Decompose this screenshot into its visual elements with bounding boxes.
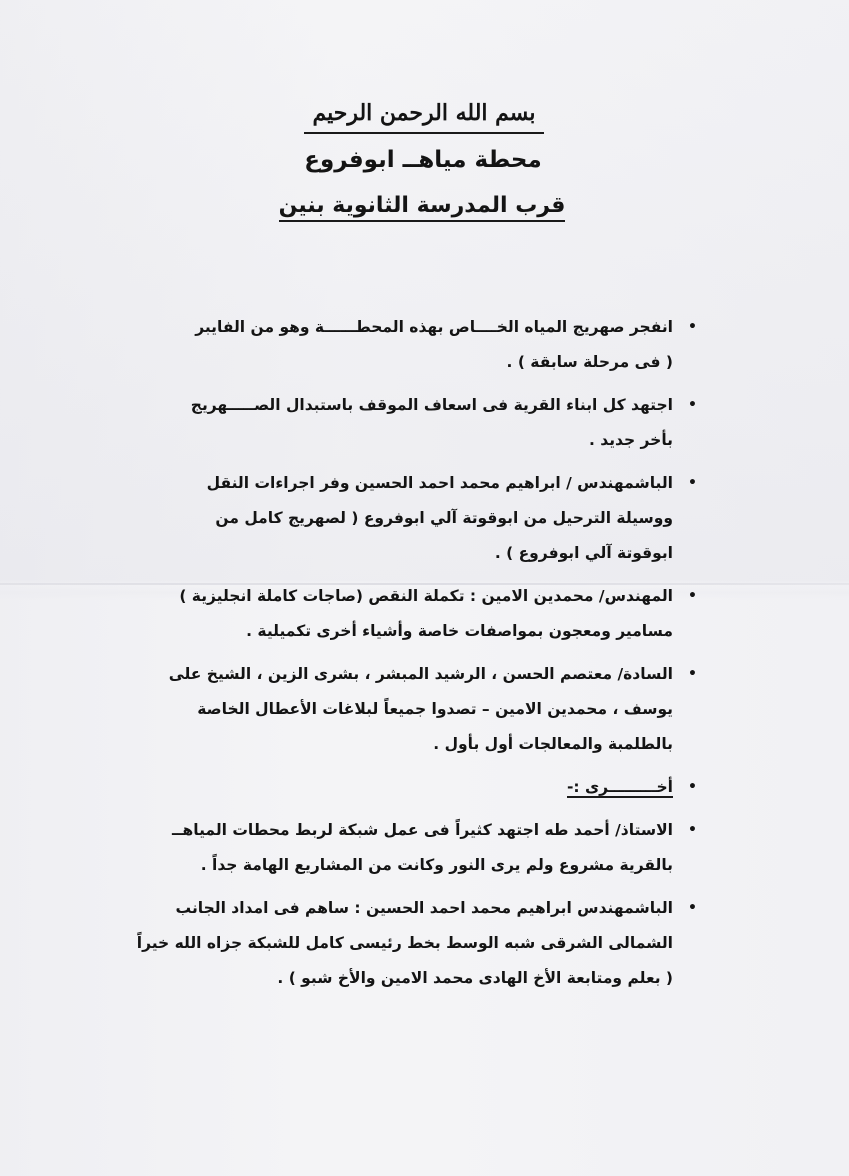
list-item	[125, 466, 697, 571]
list-item	[125, 657, 697, 762]
list-item	[125, 579, 697, 649]
list-item-line: مسامير ومعجون بمواصفات خاصة وأشياء أخرى تكميلية .	[246, 622, 673, 640]
station-name-heading: محطة مياهــ ابوفروع	[304, 147, 542, 173]
list-item-line: المهندس/ محمدين الامين : تكملة النقص (صاجات كاملة انجليزية )	[179, 587, 673, 605]
list-gap	[125, 458, 697, 466]
list-item-line: بالطلمبة والمعالجات أول بأول .	[433, 735, 673, 753]
location-heading-text: قرب المدرسة الثانوية بنين	[279, 193, 566, 222]
document-header	[0, 96, 849, 226]
section-heading-text: أخـــــــــرى :-	[566, 778, 673, 796]
list-gap	[125, 883, 697, 891]
list-item-line: السادة/ معتصم الحسن ، الرشيد المبشر ، بشرى الزين ، الشيخ على	[168, 665, 673, 683]
list-item-line: اجتهد كل ابناء القرية فى اسعاف الموقف باستبدال الصـــــهريج	[190, 396, 673, 414]
list-item	[125, 891, 697, 996]
list-item-line: يوسف ، محمدين الامين – تصدوا جميعاً لبلاغات الأعطال الخاصة	[197, 700, 673, 718]
list-gap	[125, 649, 697, 657]
bullet-icon: •	[688, 475, 697, 491]
list-item	[125, 388, 697, 458]
list-item-line: انفجر صهريج المياه الخــــاص بهذه المحطــــــة وهو من الفايبر	[195, 318, 673, 336]
list-gap	[125, 571, 697, 579]
bullet-icon: •	[688, 666, 697, 682]
list-item-line: ابوقوتة آلي ابوفروع ) .	[494, 544, 673, 562]
list-item-line: بالقرية مشروع ولم يرى النور وكانت من المشاريع الهامة جداً .	[200, 856, 673, 874]
list-item-line: بأخر جديد .	[588, 431, 673, 449]
bullet-icon: •	[688, 779, 697, 795]
list-item-line: الاستاذ/ أحمد طه اجتهد كثيراً فى عمل شبكة لربط محطات المياهــ	[171, 821, 673, 839]
list-item-line: الباشمهندس / ابراهيم محمد احمد الحسين وفر اجراءات النقل	[206, 474, 673, 492]
basmala-heading: بسم الله الرحمن الرحيم	[304, 96, 544, 134]
list-item	[125, 310, 697, 380]
list-gap	[125, 380, 697, 388]
bullet-icon: •	[688, 319, 697, 335]
bullet-icon: •	[688, 822, 697, 838]
bullet-icon: •	[688, 900, 697, 916]
list-item-line: الباشمهندس ابراهيم محمد احمد الحسين : ساهم فى امداد الجانب	[175, 899, 673, 917]
list-item	[125, 813, 697, 883]
list-gap	[125, 805, 697, 813]
section-heading-item	[125, 770, 697, 805]
list-item-line: ( فى مرحلة سابقة ) .	[506, 353, 673, 371]
section-heading	[125, 770, 673, 805]
bullet-icon: •	[688, 588, 697, 604]
list-item-line: ووسيلة الترحيل من ابوقوتة آلي ابوفروع ( لصهريج كامل من	[215, 509, 673, 527]
list-item-line: الشمالى الشرقى شبه الوسط بخط رئيسى كامل للشبكة جزاه الله خيراً	[136, 934, 673, 952]
bullet-icon: •	[688, 397, 697, 413]
bullet-list	[125, 310, 697, 996]
location-heading	[277, 186, 567, 226]
list-item-line: ( بعلم ومتابعة الأخ الهادى محمد الامين والأخ شبو ) .	[277, 969, 673, 987]
list-gap	[125, 762, 697, 770]
